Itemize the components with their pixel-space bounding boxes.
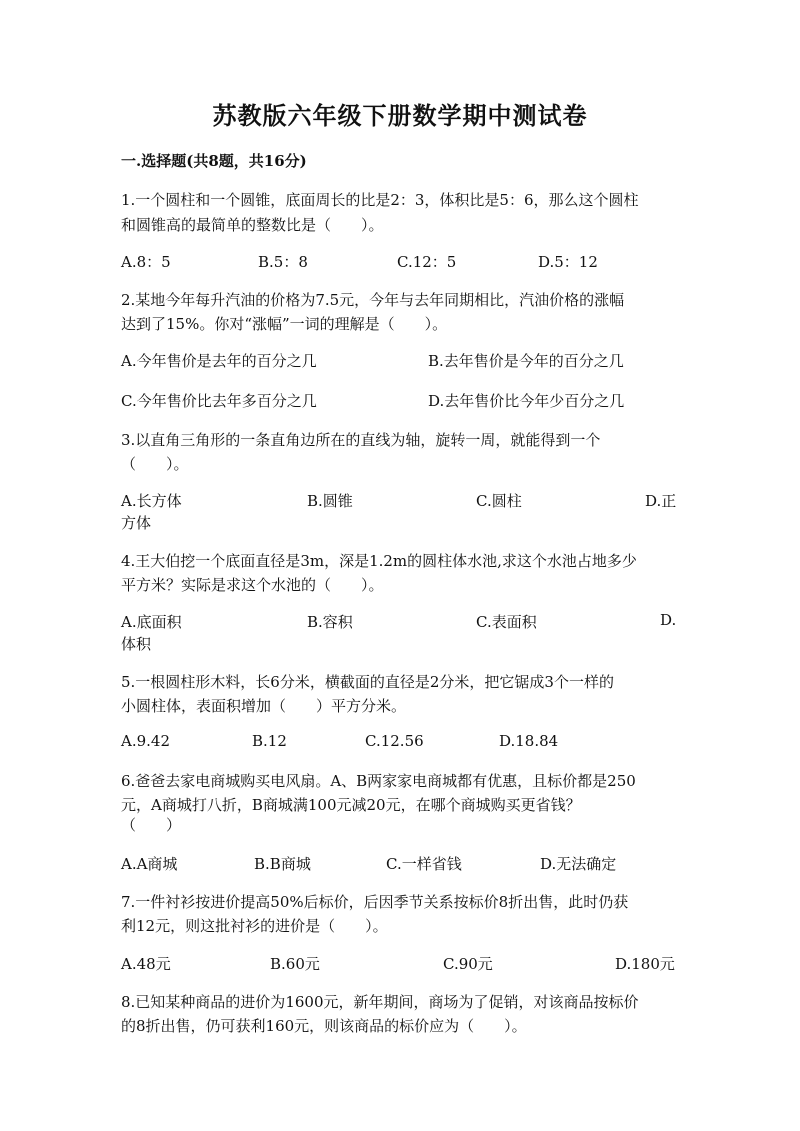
option-c: C.圆柱 [476,492,522,510]
option-d: D.正 [645,492,677,510]
question-text-line: （ ）。 [121,455,189,473]
question-text-line: 5.一根圆柱形木料，长6分米，横截面的直径是2分米，把它锯成3个一样的 [121,673,614,691]
question-text-line: 7.一件衬衫按进价提高50%后标价，后因季节关系按标价8折出售，此时仍获 [121,893,629,911]
option-b: B.去年售价是今年的百分之几 [428,352,624,370]
option-d: D.去年售价比今年少百分之几 [428,392,625,410]
option-a: A.今年售价是去年的百分之几 [121,352,317,370]
option-d: D.18.84 [499,732,559,750]
option-c: C.一样省钱 [386,855,462,873]
option-a: A.8：5 [121,253,171,271]
question-text-line: 1.一个圆柱和一个圆锥，底面周长的比是2：3，体积比是5：6，那么这个圆柱 [121,191,639,209]
option-b: B.5：8 [258,253,308,271]
option-a: A.9.42 [121,732,170,750]
option-d: D.无法确定 [540,855,617,873]
option-b: B.圆锥 [307,492,353,510]
question-text-line: 8.已知某种商品的进价为1600元，新年期间，商场为了促销，对该商品按标价 [121,993,639,1011]
question-text-line: 元，A商城打八折，B商城满100元减20元，在哪个商城购买更省钱？ [121,796,581,814]
option-c: C.12：5 [397,253,457,271]
option-c: C.90元 [443,955,493,973]
option-a: A.A商城 [121,855,178,873]
option-a: A.底面积 [121,613,182,631]
question-text-line: 平方米？实际是求这个水池的（ ）。 [121,576,384,594]
option-d: D.5：12 [538,253,598,271]
option-b: B.12 [252,732,287,750]
question-text-line: 3.以直角三角形的一条直角边所在的直线为轴，旋转一周，就能得到一个 [121,431,601,449]
question-text-line: 4.王大伯挖一个底面直径是3m，深是1.2m的圆柱体水池,求这个水池占地多少 [121,552,637,570]
section-heading: 一.选择题(共8题，共16分) [121,152,307,170]
option-c: C.今年售价比去年多百分之几 [121,392,317,410]
option-b: B.容积 [307,613,353,631]
question-text-line: 利12元，则这批衬衫的进价是（ ）。 [121,917,388,935]
question-text-line: 2.某地今年每升汽油的价格为7.5元，今年与去年同期相比，汽油价格的涨幅 [121,291,625,309]
option-b: B.60元 [270,955,320,973]
option-a: A.48元 [121,955,171,973]
option-d: D. [660,611,677,629]
option-d-wrap: 方体 [121,514,152,532]
question-text-line: （ ） [121,816,182,834]
question-text-line: 6.爸爸去家电商城购买电风扇。A、B两家家电商城都有优惠，且标价都是250 [121,772,636,790]
question-text-line: 小圆柱体，表面积增加（ ）平方分米。 [121,697,407,715]
option-a: A.长方体 [121,492,182,510]
option-d-wrap: 体积 [121,635,152,653]
question-text-line: 达到了15%。你对“涨幅”一词的理解是（ ）。 [121,315,448,333]
option-d: D.180元 [615,955,675,973]
option-b: B.B商城 [254,855,311,873]
option-c: C.12.56 [365,732,424,750]
question-text-line: 的8折出售，仍可获利160元，则该商品的标价应为（ ）。 [121,1017,527,1035]
question-text-line: 和圆锥高的最简单的整数比是（ ）。 [121,216,384,234]
page-title: 苏教版六年级下册数学期中测试卷 [212,101,588,130]
option-c: C.表面积 [476,613,537,631]
